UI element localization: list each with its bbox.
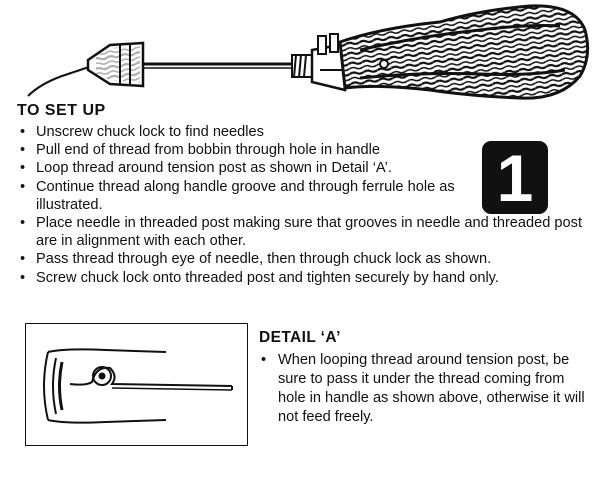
detail-a-illustration-box bbox=[25, 323, 248, 446]
detail-notes-list bbox=[259, 351, 589, 427]
setup-title: TO SET UP bbox=[17, 102, 106, 119]
setup-step-2: • Pull end of thread from bobbin through hole in handle bbox=[20, 142, 381, 159]
setup-step-7: • Screw chuck lock onto threaded post and tighten securely by hand only. bbox=[20, 269, 499, 286]
step-number: 1 bbox=[496, 140, 534, 215]
tension-post-detail-illustration bbox=[26, 324, 246, 444]
setup-step-4: • Continue thread along handle groove and through ferrule hole as illustrated. bbox=[20, 178, 455, 213]
setup-step-6: • Pass thread through eye of needle, then through chuck lock as shown. bbox=[20, 251, 492, 268]
setup-step-1: • Unscrew chuck lock to find needles bbox=[20, 124, 264, 140]
detail-title: DETAIL ‘A’ bbox=[259, 329, 341, 346]
step-number-badge bbox=[482, 141, 548, 214]
detail-note: • When looping thread around tension post, be sure to pass it under the thread coming from hole in handle as shown above, otherwise it will not feed freely. bbox=[261, 352, 585, 425]
setup-step-3: • Loop thread around tension post as shown in Detail ‘A’. bbox=[20, 160, 392, 177]
setup-step-5: • Place needle in threaded post making sure that grooves in needle and threaded post are in alignment with each other. bbox=[20, 215, 583, 250]
stitching-awl-illustration bbox=[0, 0, 600, 110]
